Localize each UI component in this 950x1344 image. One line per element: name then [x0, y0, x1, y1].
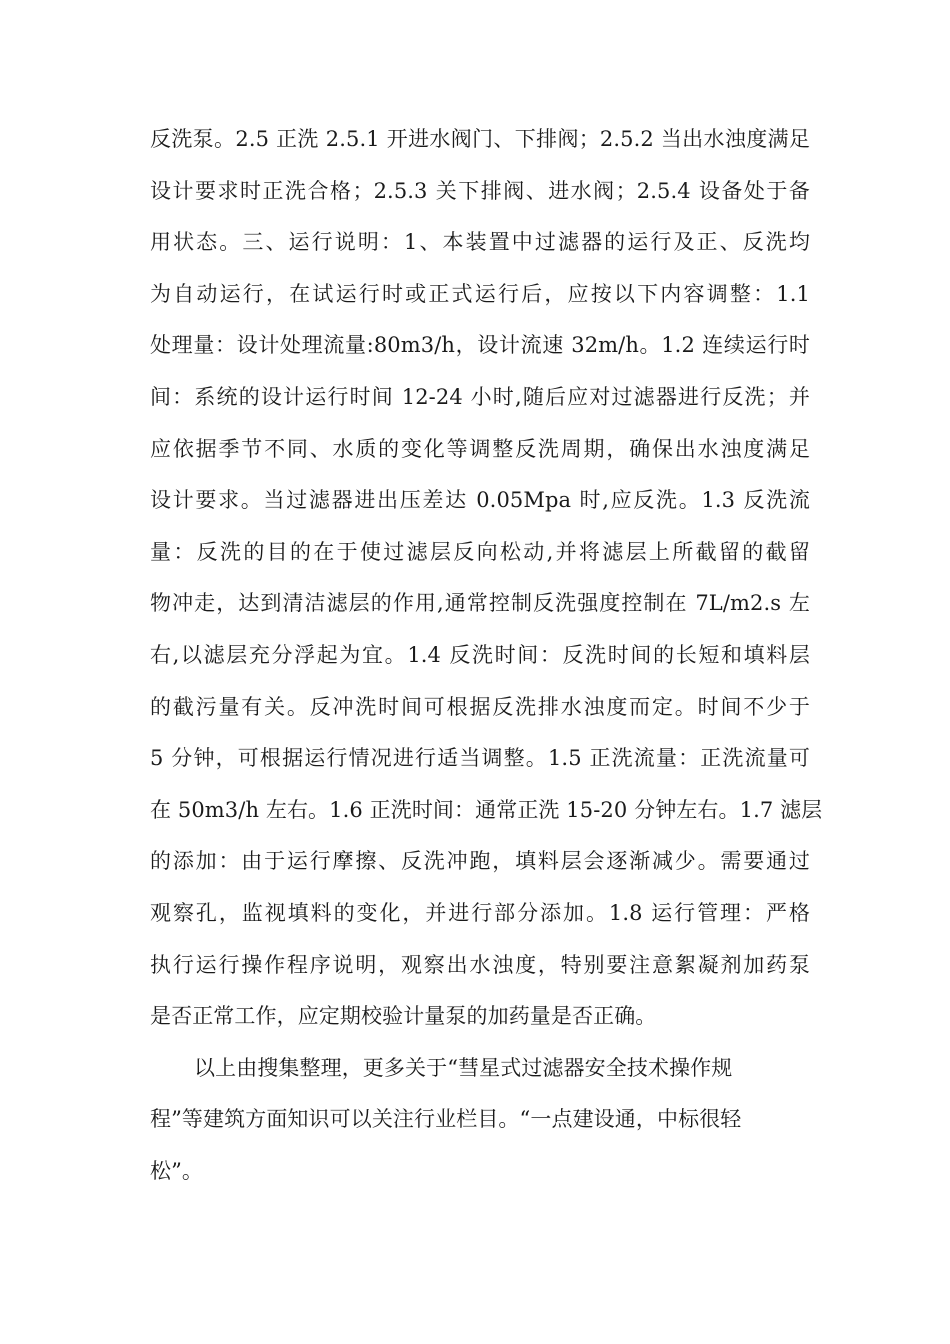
text-line: 右,以滤层充分浮起为宜。1.4 反洗时间：反洗时间的长短和填料层 — [150, 642, 810, 667]
text-line: 的截污量有关。反冲洗时间可根据反洗排水浊度而定。时间不少于 — [150, 694, 810, 719]
text-line: 5 分钟，可根据运行情况进行适当调整。1.5 正洗流量：正洗流量可 — [150, 746, 810, 771]
paragraph-closing-note — [150, 1043, 810, 1198]
text-line: 处理量：设计处理流量:80m3/h，设计流速 32m/h。1.2 连续运行时 — [150, 333, 810, 358]
paragraph-operation-notes — [150, 114, 823, 1043]
text-line: 用状态。三、运行说明：1、本装置中过滤器的运行及正、反洗均 — [150, 230, 810, 255]
text-line: 为自动运行，在试运行时或正式运行后，应按以下内容调整：1.1 — [150, 281, 810, 306]
text-line: 在 50m3/h 左右。1.6 正洗时间：通常正洗 15-20 分钟左右。1.7 滤层 — [150, 797, 823, 822]
text-line: 观察孔，监视填料的变化，并进行部分添加。1.8 运行管理：严格 — [150, 900, 810, 925]
text-line: 应依据季节不同、水质的变化等调整反洗周期，确保出水浊度满足 — [150, 436, 810, 461]
text-line: 设计要求。当过滤器进出压差达 0.05Mpa 时,应反洗。1.3 反洗流 — [150, 488, 810, 513]
text-line: 是否正常工作，应定期校验计量泵的加药量是否正确。 — [150, 1004, 657, 1029]
text-line: 物冲走，达到清洁滤层的作用,通常控制反洗强度控制在 7L/m2.s 左 — [150, 591, 810, 616]
text-line: 间：系统的设计运行时间 12-24 小时,随后应对过滤器进行反洗；并 — [150, 384, 810, 409]
text-line: 量：反洗的目的在于使过滤层反向松动,并将滤层上所截留的截留 — [150, 539, 810, 564]
text-line: 的添加：由于运行摩擦、反洗冲跑，填料层会逐渐减少。需要通过 — [150, 849, 810, 874]
text-line: 反洗泵。2.5 正洗 2.5.1 开进水阀门、下排阀；2.5.2 当出水浊度满足 — [150, 127, 810, 151]
text-line: 设计要求时正洗合格；2.5.3 关下排阀、进水阀；2.5.4 设备处于备 — [150, 178, 810, 203]
text-line: 以上由搜集整理，更多关于“彗星式过滤器安全技术操作规 — [194, 1055, 733, 1080]
text-line: 执行运行操作程序说明，观察出水浊度，特别要注意絮凝剂加药泵 — [150, 952, 810, 977]
text-line: 松”。 — [150, 1158, 204, 1183]
text-line: 程”等建筑方面知识可以关注行业栏目。“一点建设通，中标很轻 — [150, 1107, 742, 1132]
document-body — [150, 114, 823, 1197]
